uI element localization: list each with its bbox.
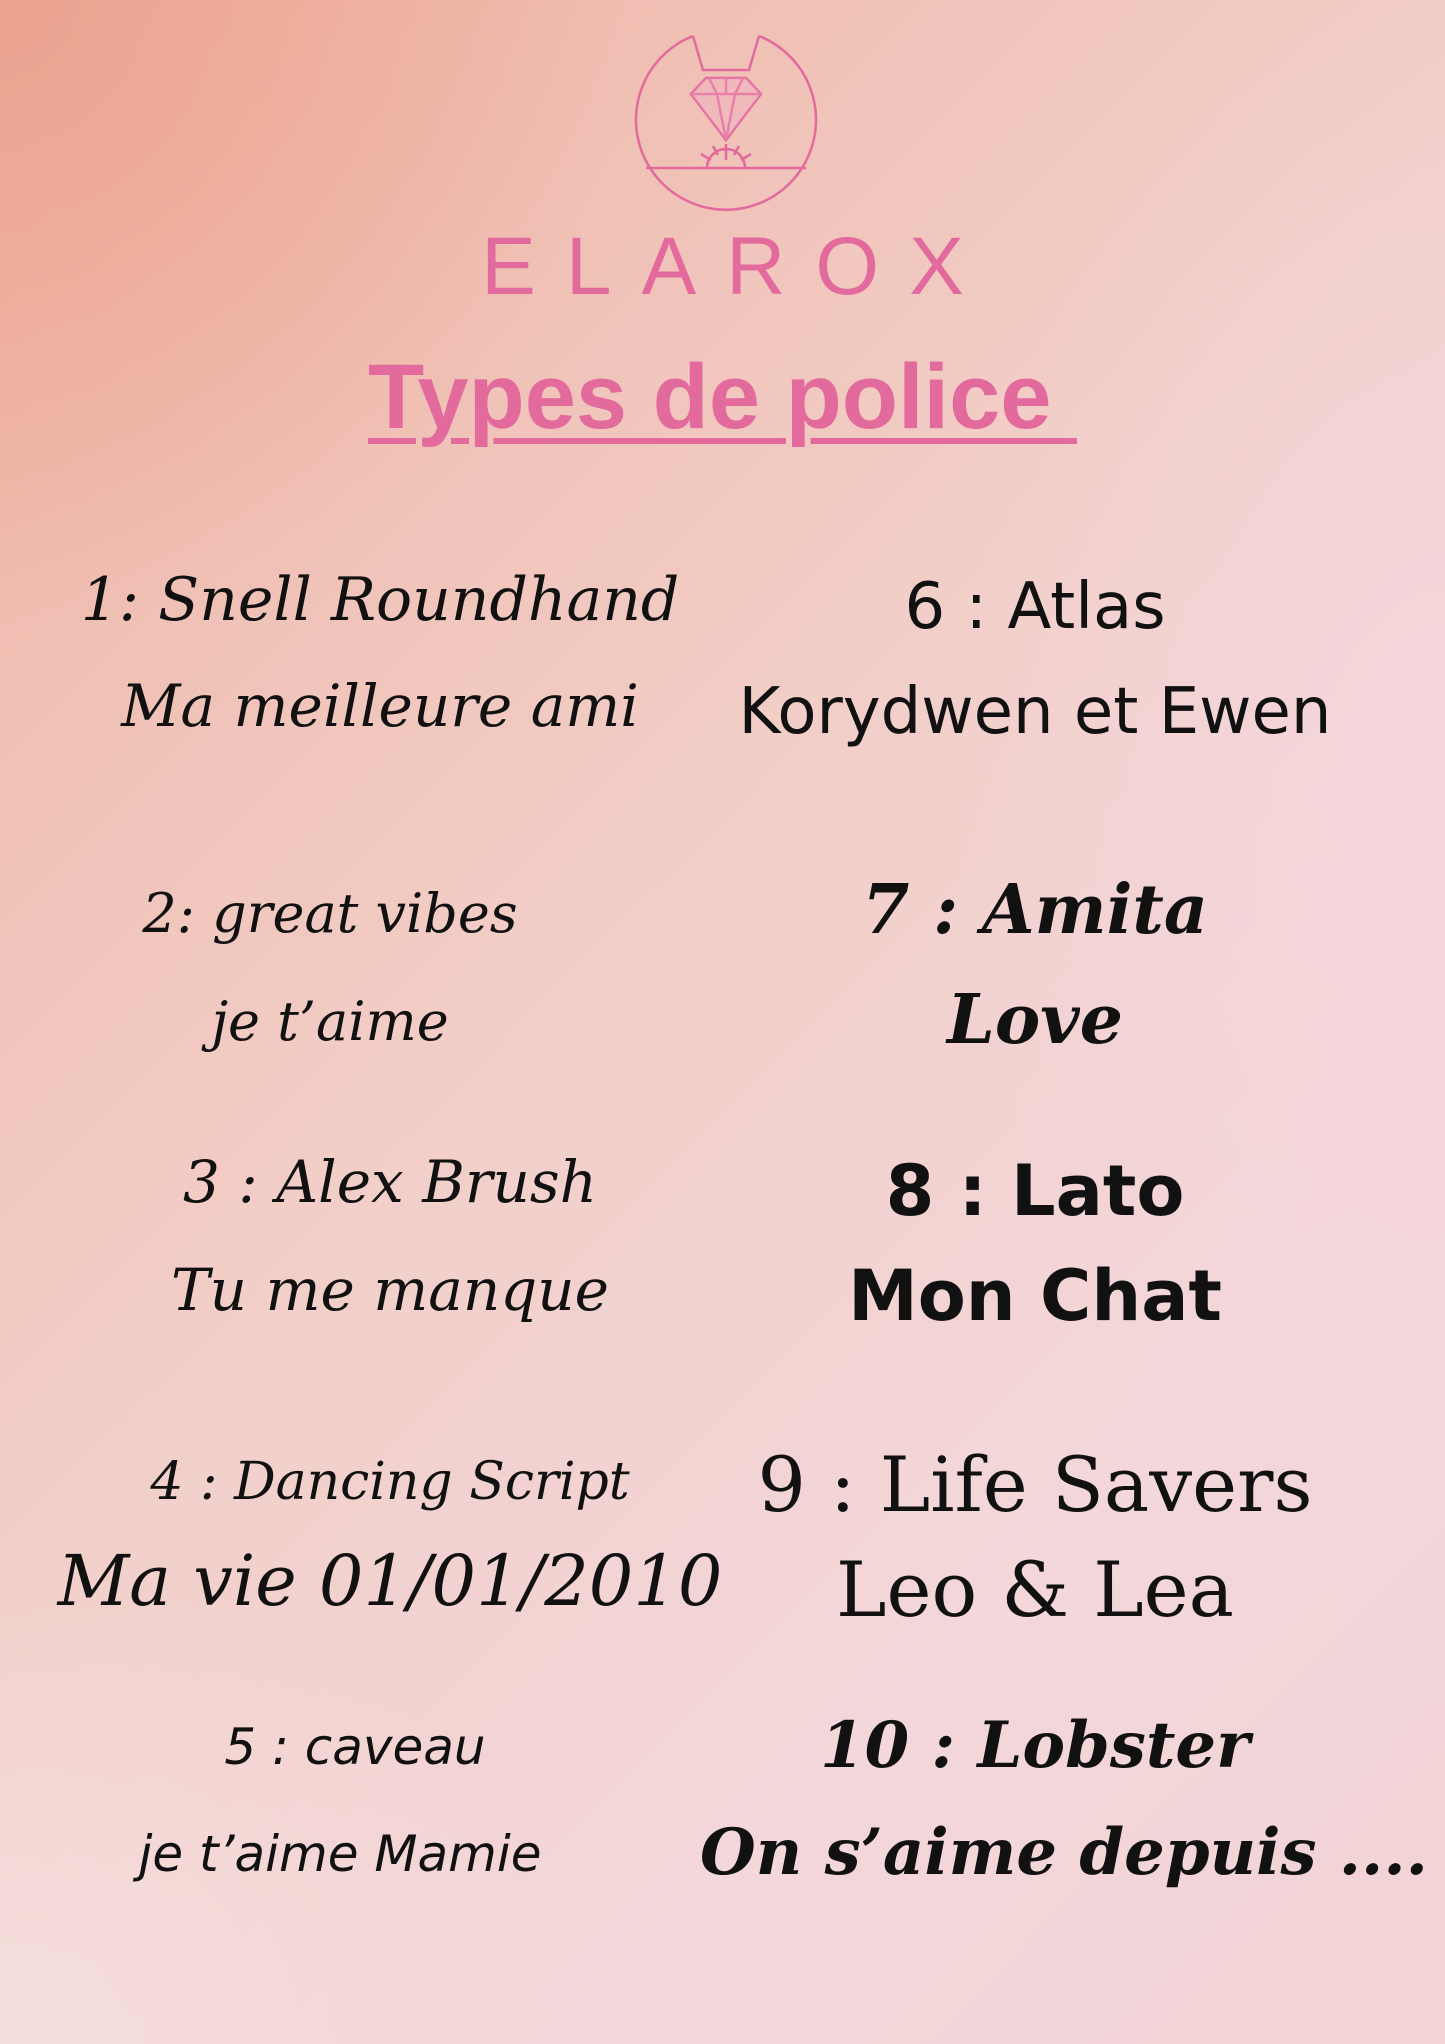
font-10-sample: On s’aime depuis ....: [700, 1815, 1428, 1890]
font-7-sample: Love: [947, 980, 1123, 1060]
font-6-sample: Korydwen et Ewen: [738, 675, 1332, 749]
font-1-sample: Ma meilleure ami: [121, 672, 639, 740]
font-5-sample: je t’aime Mamie: [138, 1825, 542, 1883]
brand-name: ELAROX: [481, 221, 994, 312]
font-4-sample: Ma vie 01/01/2010: [57, 1540, 723, 1622]
font-3-name: 3 : Alex Brush: [182, 1148, 598, 1216]
font-6-name: 6 : Atlas: [904, 570, 1166, 644]
font-4-name: 4 : Dancing Script: [150, 1452, 630, 1512]
font-10-name: 10 : Lobster: [820, 1708, 1250, 1783]
page-title: Types de police: [368, 346, 1077, 448]
font-1-name: 1: Snell Roundhand: [80, 565, 680, 635]
font-8-sample: Mon Chat: [848, 1255, 1222, 1337]
font-5-name: 5 : caveau: [224, 1718, 486, 1776]
font-3-sample: Tu me manque: [171, 1256, 609, 1324]
font-2-name: 2: great vibes: [142, 882, 518, 945]
font-9-sample: Leo & Lea: [836, 1545, 1234, 1634]
font-9-name: 9 : Life Savers: [757, 1440, 1313, 1529]
font-2-sample: je t’aime: [211, 990, 449, 1053]
diamond-logo-icon: [631, 22, 821, 212]
font-8-name: 8 : Lato: [885, 1150, 1185, 1232]
font-7-name: 7 : Amita: [862, 870, 1208, 950]
